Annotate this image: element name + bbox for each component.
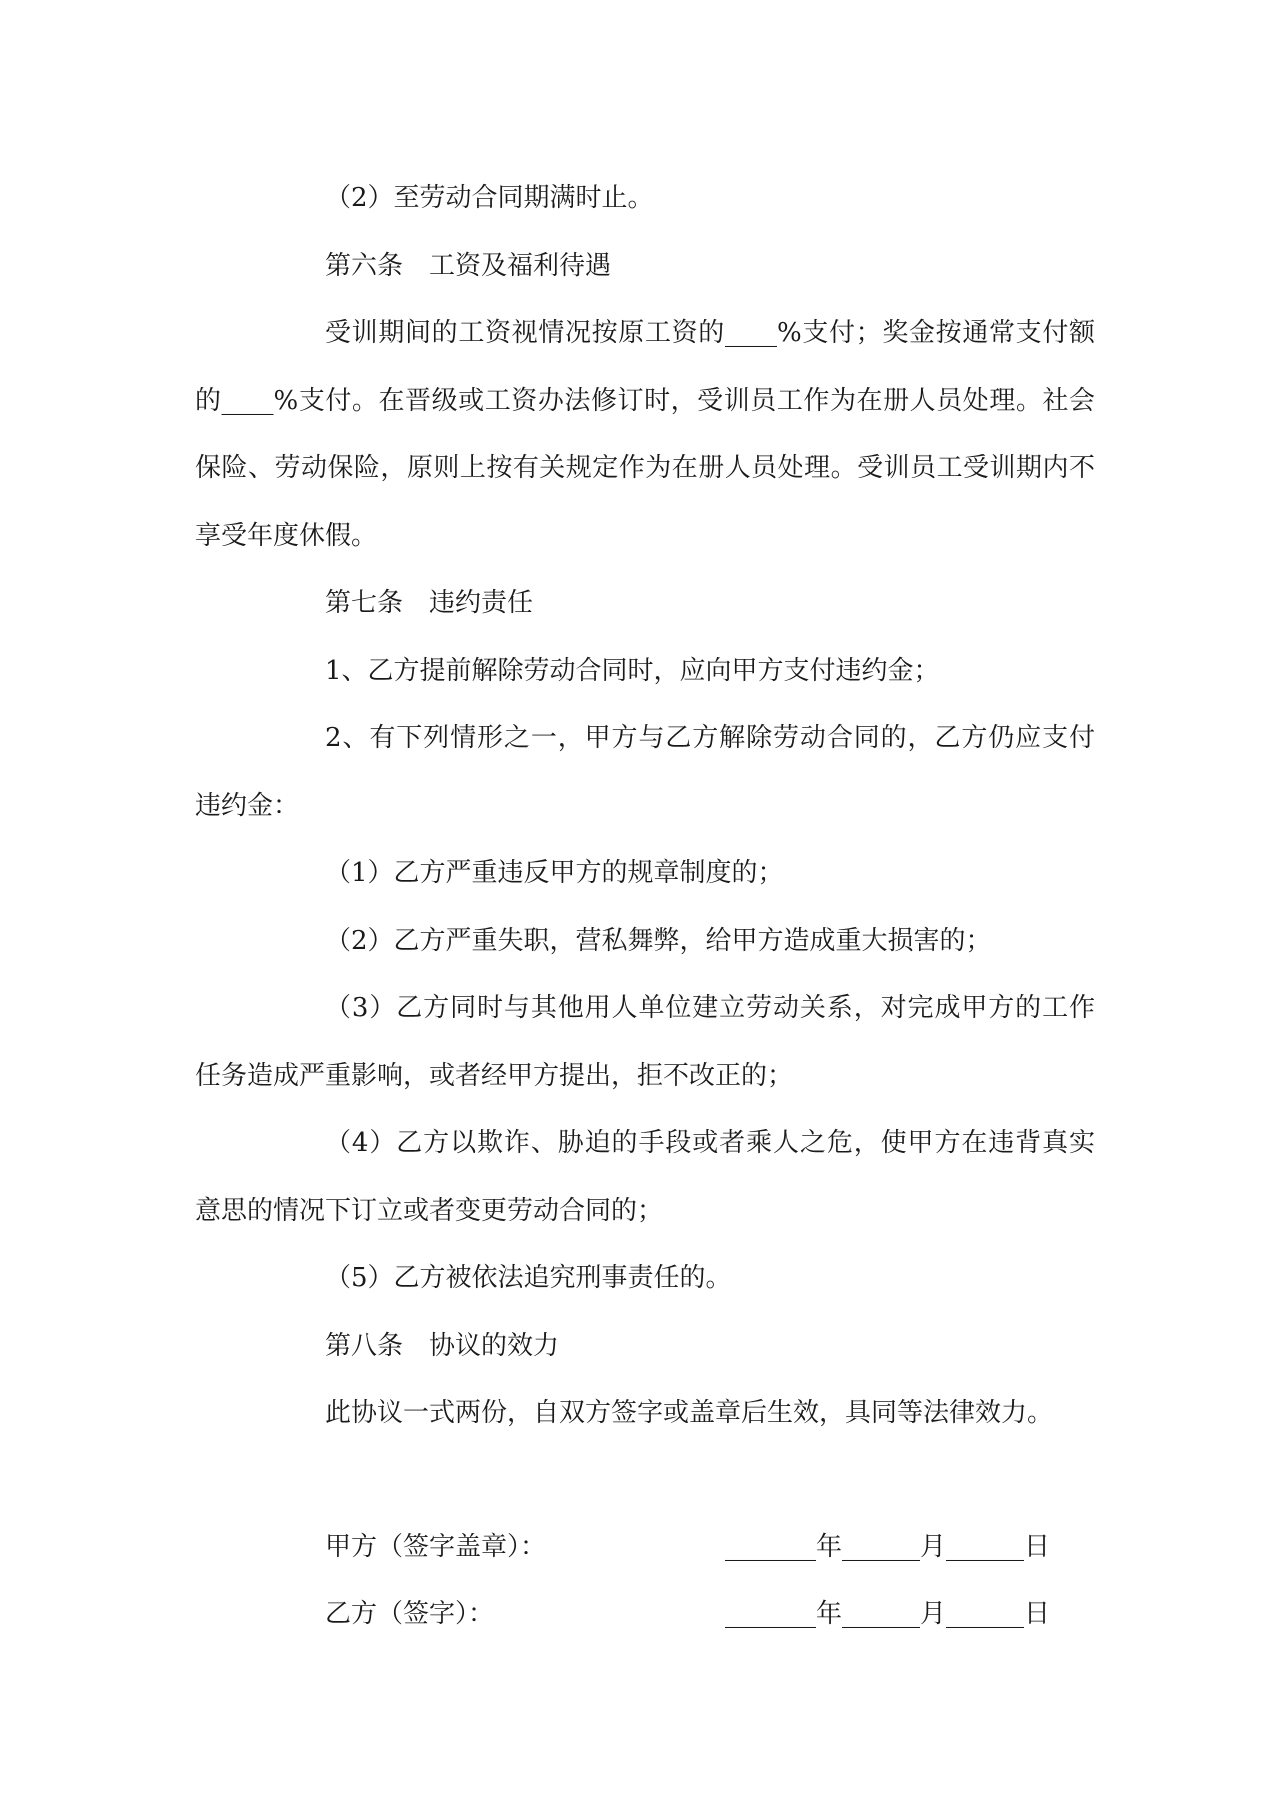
article-7-subitem-1: （1）乙方严重违反甲方的规章制度的； — [325, 858, 784, 888]
article-7-subitem-5: （5）乙方被依法追究刑事责任的。 — [325, 1263, 732, 1293]
signature-spacer — [195, 1448, 1095, 1514]
party-b-signature-label: 乙方（签字）： — [325, 1599, 495, 1629]
article-6-heading: 第六条 工资及福利待遇 — [325, 250, 612, 281]
article-7-subitem-4: （4）乙方以欺诈、胁迫的手段或者乘人之危，使甲方在违背真实意思的情况下订立或者变更劳动合同的； — [195, 1128, 1095, 1226]
clause-item-period-end: （2）至劳动合同期满时止。 — [325, 183, 654, 213]
article-7-subitem-2: （2）乙方严重失职，营私舞弊，给甲方造成重大损害的； — [325, 925, 992, 956]
article-8-heading: 第八条 协议的效力 — [325, 1330, 560, 1361]
article-7-subitem-3: （3）乙方同时与其他用人单位建立劳动关系，对完成甲方的工作任务造成严重影响，或者经甲方提出，拒不改正的； — [195, 993, 1095, 1091]
signature-row-party-b — [195, 1581, 1095, 1649]
signature-row-party-a — [195, 1514, 1095, 1582]
article-6-body: 受训期间的工资视情况按原工资的____%支付；奖金按通常支付额的____%支付。在晋级或工资办法修订时，受训员工作为在册人员处理。社会保险、劳动保险，原则上按有关规定作为在册人员处理。受训员工受训期内不享受年度休假。 — [195, 318, 1095, 551]
document-body — [195, 165, 1095, 1649]
article-7-item-1: 1、乙方提前解除劳动合同时，应向甲方支付违约金； — [325, 655, 940, 686]
party-b-date-field: _______年______月______日 — [725, 1599, 1051, 1629]
article-8-body: 此协议一式两份，自双方签字或盖章后生效，具同等法律效力。 — [325, 1398, 1054, 1428]
article-7-item-2: 2、有下列情形之一，甲方与乙方解除劳动合同的，乙方仍应支付违约金： — [195, 723, 1095, 821]
article-7-heading: 第七条 违约责任 — [325, 588, 534, 618]
party-a-date-field: _______年______月______日 — [725, 1531, 1051, 1562]
party-a-signature-label: 甲方（签字盖章）： — [325, 1531, 547, 1562]
